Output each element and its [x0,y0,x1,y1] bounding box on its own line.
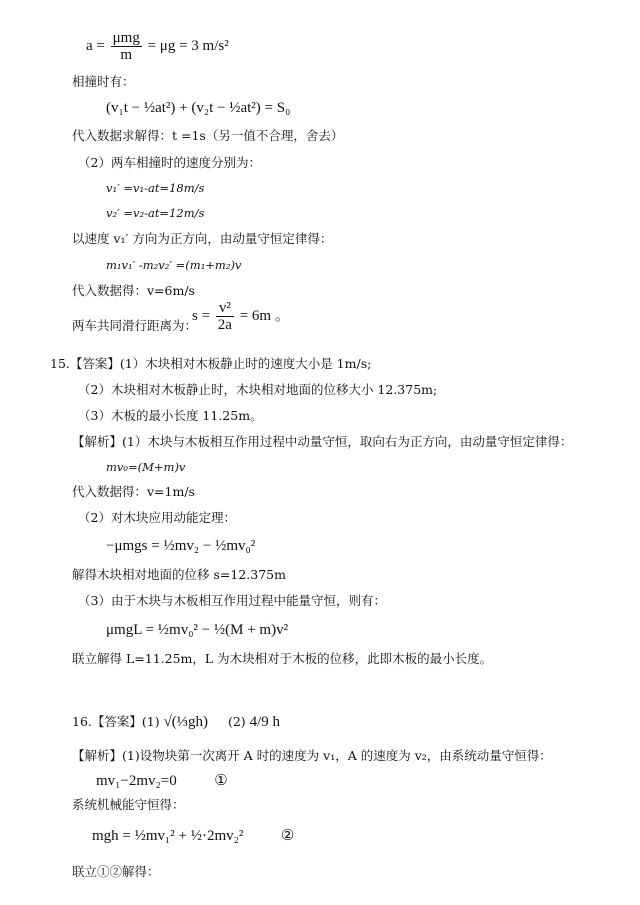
denominator: 2a [217,317,232,333]
text-line: （2）木块相对木板静止时，木块相对地面的位移大小 12.375m; [78,382,438,397]
equation-distance [192,300,290,333]
equation-collision: (v₁t − ½at²) + (v₂t − ½at²) = S₀ [106,100,291,116]
eq-body: mv₁−2mv₂=0 [96,773,177,789]
text-line: （2）对木块应用动能定理： [78,510,236,525]
text-line: 【解析】(1）木块与木板相互作用过程中动量守恒，取向右为正方向，由动量守恒定律得： [72,434,573,449]
text-line: 相撞时有： [72,74,135,89]
eq-rhs: = μg = 3 m/s² [147,37,229,54]
denominator: m [120,47,133,63]
answer-label-2: (2) [227,714,246,729]
equation-tag: ① [214,773,228,789]
eq-rhs: = 6m 。 [239,307,290,324]
equation-acceleration [86,30,229,63]
text-line: 代入数据得：v=6m/s [72,283,195,298]
answer-2: 4/9 h [249,714,281,730]
text-line: mv₀=(M+m)v [106,460,186,474]
text-line: 以速度 v₁′ 方向为正方向，由动量守恒定律得： [72,231,333,246]
text-line: （3）木板的最小长度 11.25m。 [78,408,263,423]
text-line: 系统机械能守恒得： [72,797,185,812]
text-line: （3）由于木块与木板相互作用过程中能量守恒，则有： [78,593,386,608]
equation-tag: ② [280,828,295,844]
question-16-answer [72,714,280,730]
text-line: （2）两车相撞时的速度分别为： [78,155,261,170]
text-line: 两车共同滑行距离为： [72,318,198,333]
text-line: v₂′ =v₂-at=12m/s [106,206,205,220]
equation-energy: μmgL = ½mv₀² − ½(M + m)v² [106,622,289,638]
text-line: m₁v₁′ -m₂v₂′ =(m₁+m₂)v [106,258,242,272]
fraction [216,300,234,333]
text-line: 代入数据得：v=1m/s [72,484,195,499]
equation-mechanical-energy [92,826,294,845]
numerator: v² [216,300,234,317]
answer-1: √(⅓gh) [163,714,209,730]
text-line: 联立①②解得： [72,864,160,879]
answer-label: 16.【答案】(1) [72,714,160,729]
equation-momentum [96,771,228,790]
numerator: μmg [112,30,140,46]
eq-lhs: s = [192,307,211,324]
question-15-answer: 15.【答案】(1）木块相对木板静止时的速度大小是 1m/s; [50,356,372,371]
text-line: 代入数据求解得：t =1s（另一值不合理，舍去） [72,128,344,143]
text-line: 联立解得 L=11.25m，L 为木块相对于木板的位移，此即木板的最小长度。 [72,651,493,666]
text-line: 解得木块相对地面的位移 s=12.375m [72,567,286,582]
text-line: 【解析】(1)设物块第一次离开 A 时的速度为 v₁，A 的速度为 v₂，由系统动量守恒得： [72,748,552,763]
eq-lhs: a = [86,37,105,54]
equation-kinetic-energy: −μmgs = ½mv₂ − ½mv₀² [106,538,256,554]
eq-body: mgh = ½mv₁² + ½·2mv₂² [92,828,244,844]
text-line: v₁′ =v₁-at=18m/s [106,181,205,195]
fraction [111,30,142,63]
